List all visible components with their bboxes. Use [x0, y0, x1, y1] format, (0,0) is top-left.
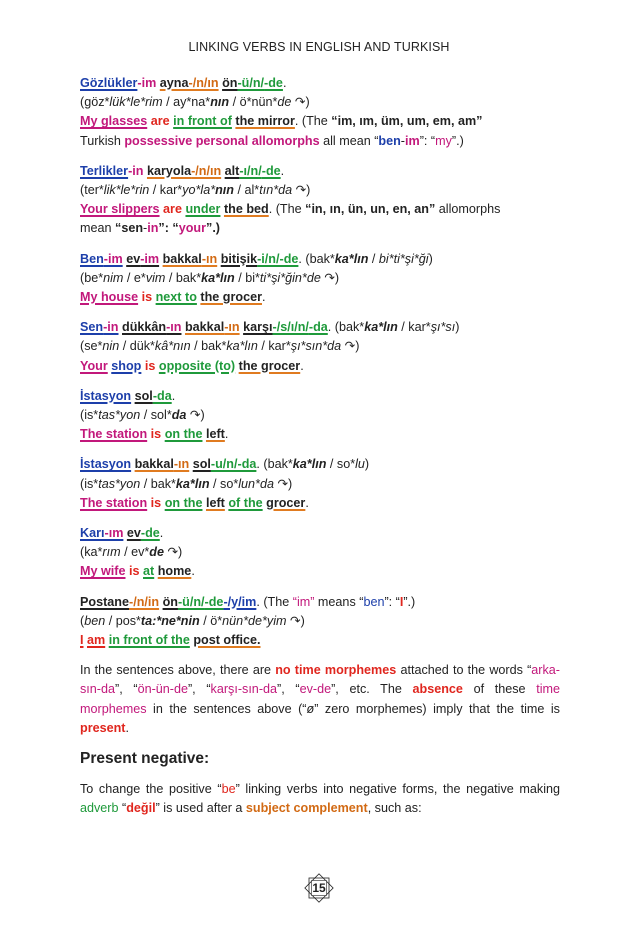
text-run: / dük* [119, 339, 155, 354]
text-run: -/n/ın [188, 76, 219, 90]
explanation-paragraph [80, 661, 560, 738]
text-run: / bak* [165, 270, 202, 285]
text-run: bi*ti*şi*ği [378, 251, 429, 266]
text-run: Sen [80, 320, 104, 335]
text-run: ev-de [299, 682, 332, 697]
turkish-sentence [80, 74, 560, 93]
text-run: tas*yon [98, 476, 141, 491]
text-run: Turkish [80, 133, 125, 148]
turkish-sentence [80, 387, 560, 406]
text-run: left [205, 427, 225, 442]
text-run: - [143, 221, 148, 236]
text-run: ”, etc. The [331, 682, 413, 697]
text-run: , such as: [367, 801, 422, 816]
text-run: be [221, 782, 236, 797]
pronunciation [80, 543, 560, 562]
text-run: vim [145, 270, 166, 285]
text-run: değil [126, 801, 156, 816]
text-run: ön [222, 76, 238, 90]
text-run: im [405, 133, 420, 148]
text-run: nün*de*yim [222, 613, 287, 628]
text-run: ben [378, 133, 401, 148]
text-run: subject complement [245, 801, 368, 816]
text-run: at [143, 564, 155, 579]
text-run: . [171, 388, 176, 403]
text-run: on the [164, 427, 203, 442]
text-run: . [305, 495, 309, 510]
text-run: lu [355, 457, 365, 472]
text-run: the bed [223, 202, 269, 217]
text-run: ta:*ne*nin [140, 613, 200, 628]
text-run: -ın [224, 320, 240, 335]
text-run: The station [80, 495, 148, 510]
text-run: ↷) [273, 476, 293, 491]
text-run: Terlikler [80, 163, 129, 178]
text-run: -ü/n/ [237, 76, 265, 90]
page-content [80, 74, 560, 831]
text-run: am [87, 633, 106, 648]
text-run: under [185, 202, 221, 217]
text-run: -da [308, 320, 328, 335]
text-run: -/s/ı/n/ [272, 320, 309, 335]
text-run: “in, ın, ün, un, en, an” [305, 202, 436, 217]
text-run: -ın [201, 251, 218, 266]
text-run: My glasses [80, 114, 148, 129]
text-run: allomorphs [435, 202, 501, 217]
text-run: ka*lın [292, 457, 327, 472]
text-run: ayna [159, 76, 189, 90]
text-run: ”, “ [187, 682, 211, 697]
turkish-sentence [80, 455, 560, 474]
text-run: -/n/in [129, 594, 160, 609]
text-run: are [163, 202, 182, 217]
text-run: -im [137, 76, 157, 90]
text-run: . (bak* [298, 251, 335, 266]
text-run: mean [80, 221, 116, 236]
text-run: dükkân [122, 320, 167, 335]
text-run: ev [126, 526, 141, 541]
text-run: / pos* [105, 613, 141, 628]
text-run: possessive personal allomorphs [124, 133, 320, 148]
text-run: ön [162, 594, 178, 609]
text-run: . [191, 564, 195, 579]
text-run: ben [84, 613, 106, 628]
text-run: home [157, 564, 192, 579]
text-run: Gözlükler [80, 76, 138, 90]
text-run: / ay*na* [162, 95, 211, 110]
text-run: -in [103, 320, 119, 335]
text-run: alt [224, 163, 240, 178]
text-run: (be* [80, 270, 104, 285]
text-run: / bak* [140, 476, 176, 491]
text-run: ”, “ [277, 682, 300, 697]
text-run: . [224, 427, 229, 442]
text-run: post office. [193, 633, 261, 648]
text-run: -da [152, 388, 172, 403]
text-run: ) [428, 251, 433, 266]
text-run: attached to the words “ [396, 663, 532, 678]
text-run: is [141, 290, 153, 305]
text-run: . [159, 526, 164, 541]
note-line [80, 219, 560, 238]
english-translation [80, 288, 560, 307]
text-run: -de [261, 163, 281, 178]
pronunciation [80, 612, 560, 631]
text-run: Your slippers [80, 202, 160, 217]
text-run: . (The [256, 594, 293, 609]
text-run: ”: “ [158, 221, 179, 236]
english-translation [80, 357, 560, 376]
text-run: present [80, 720, 126, 735]
text-run: on the [164, 495, 203, 510]
text-run: / ev* [120, 545, 150, 560]
text-run: Your [80, 358, 108, 373]
pronunciation [80, 181, 560, 200]
text-run: “im” [292, 594, 315, 609]
text-run: means “ [314, 594, 364, 609]
text-run: is [150, 495, 162, 510]
example-block [80, 162, 560, 239]
text-run: ↷) [341, 339, 360, 354]
text-run: / so* [326, 457, 356, 472]
pronunciation [80, 475, 560, 494]
text-run: / kar* [257, 339, 291, 354]
text-run: İstasyon [80, 388, 132, 403]
text-run: is [129, 564, 140, 579]
text-run: ”, “ [115, 682, 138, 697]
pronunciation [80, 337, 560, 356]
text-run: sol [192, 457, 211, 472]
text-run: karşı-sın-da [210, 682, 278, 697]
text-run: of the [228, 495, 263, 510]
text-run: ” is used after a [155, 801, 246, 816]
text-run: - [400, 133, 405, 148]
section-heading: Present negative: [80, 750, 210, 768]
text-run: -im [140, 251, 160, 266]
text-run: ka*lın [364, 320, 398, 335]
text-run: -ın [166, 320, 182, 335]
text-run: . [282, 76, 287, 90]
text-run: I [80, 633, 84, 648]
text-run: (ter* [80, 183, 104, 198]
text-run: ”.) [206, 221, 221, 236]
text-run: ↷) [186, 408, 205, 423]
text-run: lük*le*rim [109, 95, 163, 110]
text-run: absence [412, 682, 463, 697]
example-block [80, 387, 560, 445]
text-run: ka*lın [334, 251, 369, 266]
text-run: ) [364, 457, 370, 472]
text-run: (se* [80, 339, 103, 354]
text-run: / sol* [140, 408, 172, 423]
pronunciation [80, 93, 560, 112]
text-run: Karı [80, 526, 105, 541]
turkish-sentence [80, 250, 560, 269]
text-run: rım [102, 545, 121, 560]
text-run: karyola [146, 163, 192, 178]
text-run: ↷) [164, 545, 183, 560]
text-run: ” linking verbs into negative forms, the negative making [235, 782, 561, 797]
text-run: -de [264, 76, 283, 90]
text-run: (ka* [80, 545, 103, 560]
negative-intro-paragraph [80, 780, 560, 818]
text-run: -in [128, 163, 144, 178]
example-block [80, 455, 560, 513]
pronunciation [80, 406, 560, 425]
text-run: ↷) [286, 613, 305, 628]
text-run: bakkal [134, 457, 174, 472]
text-run: next to [155, 290, 197, 305]
text-run: -u/n/ [210, 457, 238, 472]
text-run: ↷) [291, 95, 310, 110]
text-run: grocer [266, 495, 306, 510]
text-run: şı*sı [430, 320, 456, 335]
text-run: / al* [234, 183, 260, 198]
text-run: To change the positive “ [80, 782, 222, 797]
text-run: the mirror [235, 114, 295, 129]
text-run: / bi* [234, 270, 260, 285]
text-run: da [171, 408, 187, 423]
text-run: all mean “ [319, 133, 379, 148]
text-run: in [147, 221, 159, 236]
text-run: I [399, 594, 404, 609]
text-run: of these [462, 682, 537, 697]
text-run: ”.) [403, 594, 416, 609]
text-run: ka*lın [226, 339, 258, 354]
text-run: is [150, 427, 162, 442]
page-number-badge [303, 872, 335, 904]
text-run: no time morphemes [275, 663, 397, 678]
text-run: opposite (to) [158, 358, 236, 373]
text-run: nim [103, 270, 124, 285]
note-line [80, 132, 560, 151]
text-run: ev [126, 251, 141, 266]
text-run: -da [237, 457, 257, 472]
text-run: bakkal [184, 320, 225, 335]
text-run: . (bak* [327, 320, 365, 335]
text-run: shop [111, 358, 142, 373]
text-run: ø [306, 701, 315, 716]
text-run: . [125, 720, 129, 735]
text-run: arka-sın-da [80, 663, 560, 697]
text-run: in the sentences above (“ [146, 701, 307, 716]
example-block [80, 593, 560, 651]
text-run: is [144, 358, 156, 373]
text-run: ) [455, 320, 460, 335]
english-translation [80, 200, 560, 219]
text-run: The station [80, 427, 148, 442]
text-run: your [178, 221, 207, 236]
english-translation [80, 562, 560, 581]
text-run: -ı/n/ [239, 163, 262, 178]
text-run: nın [215, 183, 234, 198]
text-run: / kar* [149, 183, 183, 198]
text-run: ( [80, 613, 85, 628]
text-run: (is* [80, 408, 99, 423]
page-header: LINKING VERBS IN ENGLISH AND TURKISH [188, 40, 450, 54]
text-run: time morphemes [80, 682, 561, 716]
english-translation [80, 112, 560, 131]
text-run: -im [103, 251, 123, 266]
turkish-sentence [80, 162, 560, 181]
text-run: . [300, 358, 304, 373]
text-run: Ben [80, 251, 104, 266]
turkish-sentence [80, 318, 560, 337]
turkish-sentence [80, 524, 560, 543]
text-run: / kar* [397, 320, 431, 335]
text-run: (is* [80, 476, 99, 491]
text-run: in front of the [108, 633, 190, 648]
text-run: . (bak* [256, 457, 293, 472]
example-block [80, 318, 560, 376]
text-run: “ [118, 801, 127, 816]
text-run: -/y/im [223, 594, 257, 609]
text-run: (göz* [80, 95, 110, 110]
text-run: ”.) [451, 133, 464, 148]
text-run: / so* [209, 476, 239, 491]
text-run: My wife [80, 564, 126, 579]
text-run: ↷) [320, 270, 340, 285]
text-run: “sen [115, 221, 144, 236]
text-run: / ö*nün* [229, 95, 278, 110]
english-translation [80, 494, 560, 513]
text-run: İstasyon [80, 457, 132, 472]
text-run: . (The [294, 114, 332, 129]
text-run: -de [279, 251, 299, 266]
text-run: bitişik [220, 251, 258, 266]
text-run: my [435, 133, 452, 148]
text-run: the grocer [200, 290, 262, 305]
example-block [80, 250, 560, 308]
text-run: tın*da [259, 183, 293, 198]
text-run: ka*lın [175, 476, 210, 491]
text-run: -de [140, 526, 160, 541]
text-run: -ü/n/ [177, 594, 205, 609]
text-run: / bak* [190, 339, 227, 354]
text-run: -i/n/ [257, 251, 280, 266]
text-run: kâ*nın [154, 339, 191, 354]
text-run: -ım [104, 526, 124, 541]
text-run: ”: “ [384, 594, 400, 609]
text-run: ön-ün-de [137, 682, 188, 697]
text-run: left [205, 495, 225, 510]
text-run: lun*da [238, 476, 274, 491]
text-run: . [261, 290, 266, 305]
text-run: in front of [173, 114, 232, 129]
text-run: adverb [80, 801, 119, 816]
page-number: 15 [312, 881, 326, 895]
text-run: -ın [173, 457, 190, 472]
text-run: ↷) [292, 183, 311, 198]
text-run: lik*le*rin [103, 183, 150, 198]
english-translation [80, 631, 560, 650]
text-run: yo*la* [182, 183, 216, 198]
text-run: ti*şi*ğin*de [259, 270, 321, 285]
text-run: -de [204, 594, 224, 609]
text-run: In the sentences above, there are [80, 663, 276, 678]
text-run: ka*lın [201, 270, 235, 285]
example-block [80, 74, 560, 151]
text-run: “im, ım, üm, um, em, am” [331, 114, 483, 129]
text-run: nın [210, 95, 230, 110]
text-run: / e* [123, 270, 146, 285]
text-run: Postane [80, 594, 129, 609]
text-run: ”: “ [419, 133, 436, 148]
text-run: tas*yon [98, 408, 141, 423]
text-run: . (The [268, 202, 306, 217]
english-translation [80, 425, 560, 444]
example-block [80, 524, 560, 582]
text-run: / [368, 251, 379, 266]
text-run: . [280, 163, 285, 178]
text-run: ben [363, 594, 385, 609]
text-run: karşı [243, 320, 273, 335]
pronunciation [80, 269, 560, 288]
turkish-sentence [80, 593, 560, 612]
text-run: -/n/ın [191, 163, 222, 178]
text-run: sol [134, 388, 153, 403]
text-run: bakkal [162, 251, 202, 266]
text-run: My house [80, 290, 139, 305]
text-run: are [150, 114, 170, 129]
text-run: de [149, 545, 164, 560]
text-run: the grocer [238, 358, 301, 373]
text-run: nin [102, 339, 120, 354]
text-run: şı*sın*da [290, 339, 342, 354]
text-run: de [277, 95, 292, 110]
text-run: ” zero morphemes) imply that the time is [314, 701, 560, 716]
text-run: / ö* [199, 613, 223, 628]
